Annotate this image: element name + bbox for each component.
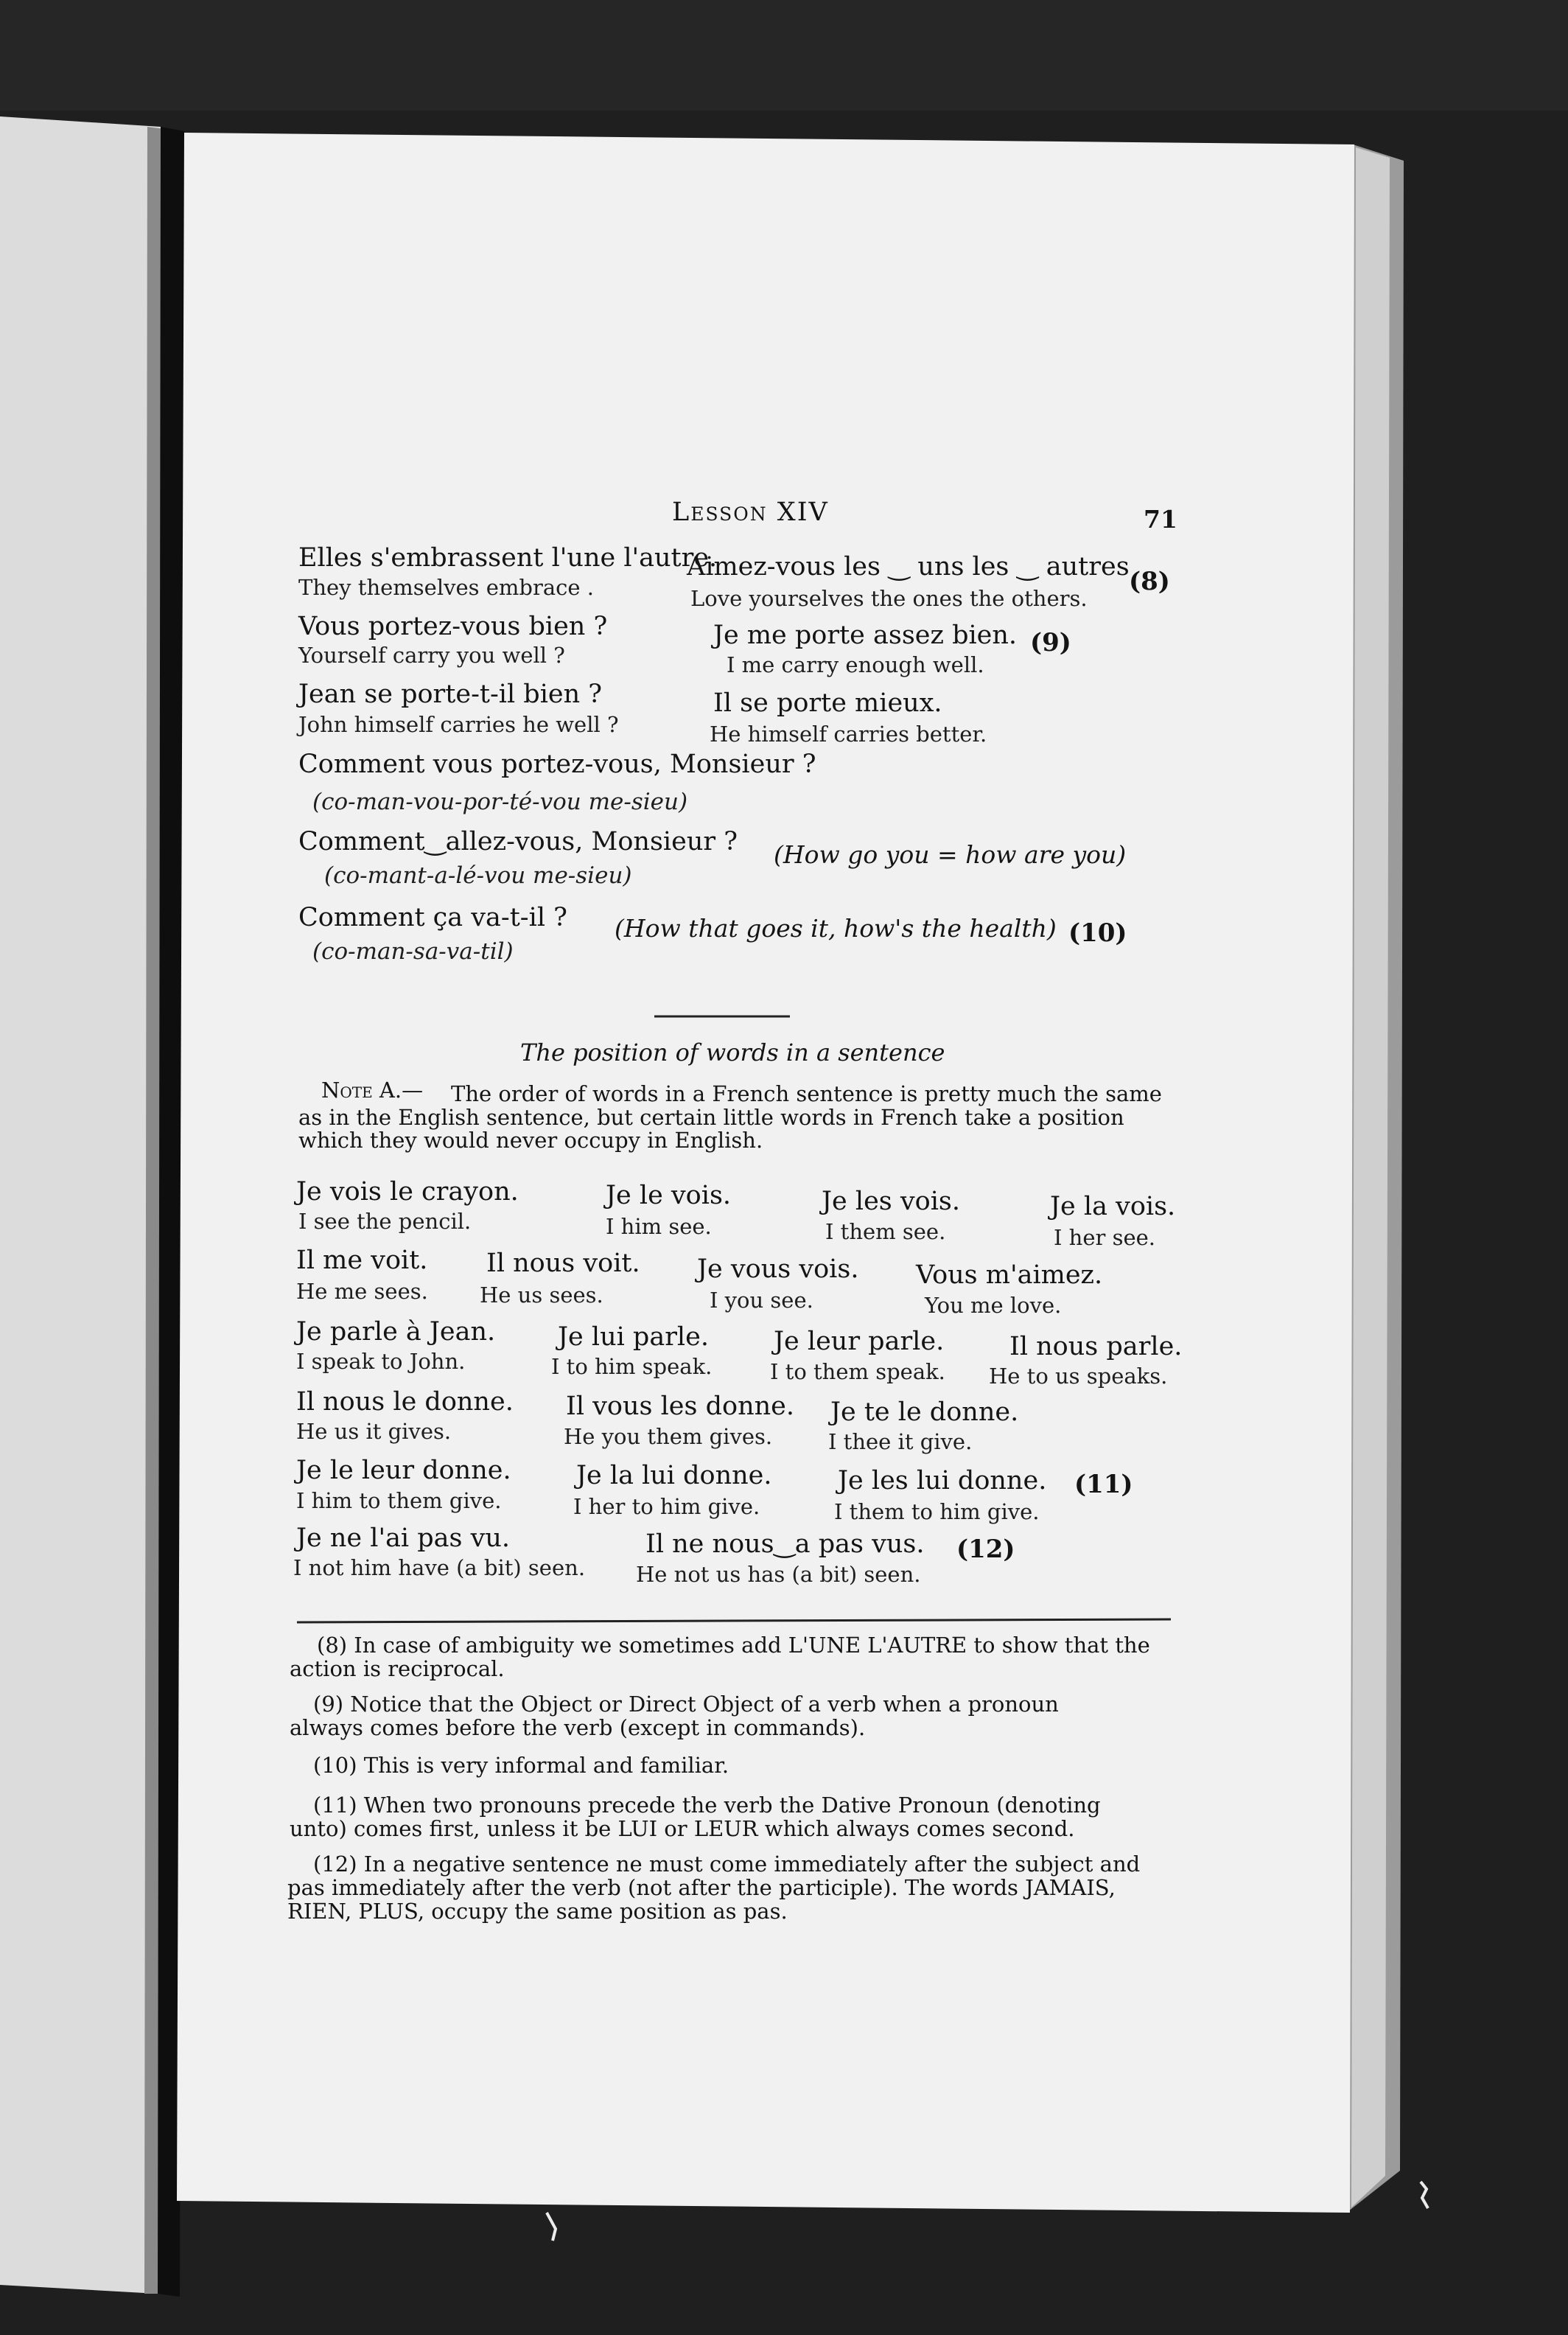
example-fr: Je leur parle.	[774, 1327, 945, 1356]
footnote-line: (12) In a negative sentence ne must come immediately after the subject and	[313, 1851, 1141, 1877]
example-en: I them see.	[825, 1219, 946, 1244]
footnote-line: (10) This is very informal and familiar.	[313, 1753, 729, 1778]
example-en: He you them gives.	[564, 1424, 773, 1449]
example-fr: Je les vois.	[822, 1187, 960, 1216]
example-en: I him to them give.	[296, 1488, 502, 1513]
example-en: He not us has (a bit) seen.	[636, 1562, 921, 1587]
example-fr: Jean se porte-t-il bien ?	[298, 680, 603, 709]
example-fr: Je le vois.	[606, 1181, 732, 1210]
footnote-line: (11) When two pronouns precede the verb the Dative Pronoun (denoting	[313, 1793, 1101, 1818]
example-fr: Je vois le crayon.	[296, 1177, 519, 1207]
example-fr: Je la vois.	[1050, 1192, 1176, 1221]
footnote-line: always comes before the verb (except in commands).	[290, 1715, 866, 1740]
example-pronunciation: (co-man-sa-va-til)	[312, 938, 514, 965]
example-en: They themselves embrace .	[298, 575, 594, 600]
example-en: John himself carries he well ?	[298, 712, 619, 737]
example-fr: Comment ça va-t-il ?	[298, 903, 567, 932]
note-a-line: as in the English sentence, but certain little words in French take a position	[298, 1105, 1124, 1130]
example-fr: Il vous les donne.	[566, 1392, 795, 1421]
example-fr: Aimez-vous les ‿ uns les ‿ autres	[687, 552, 1130, 582]
footnote-line: RIEN, PLUS, occupy the same position as pas.	[287, 1899, 788, 1924]
gloss-how-are-you: (How go you = how are you)	[774, 840, 1127, 869]
note-a-label: Note A.—	[321, 1078, 424, 1103]
example-en: I her to him give.	[573, 1494, 760, 1519]
example-fr: Elles s'embrassent l'une l'autre.	[298, 543, 718, 573]
note-a-line: The order of words in a French sentence is pretty much the same	[451, 1081, 1162, 1106]
marker-10: (10)	[1068, 918, 1127, 948]
example-fr: Il nous parle.	[1009, 1332, 1183, 1361]
example-en: I see the pencil.	[298, 1209, 472, 1234]
example-fr: Il nous voit.	[486, 1249, 640, 1278]
footnote-line: (8) In case of ambiguity we sometimes add L'UNE L'AUTRE to show that the	[317, 1633, 1150, 1658]
example-en: Love yourselves the ones the others.	[690, 586, 1088, 611]
example-en: He to us speaks.	[989, 1364, 1168, 1389]
marker-8: (8)	[1129, 567, 1170, 596]
example-fr: Il nous le donne.	[296, 1387, 514, 1417]
example-fr: Je ne l'ai pas vu.	[296, 1523, 511, 1553]
example-fr: Je te le donne.	[830, 1397, 1019, 1427]
example-fr: Il se porte mieux.	[713, 688, 942, 718]
example-fr: Je lui parle.	[558, 1322, 709, 1352]
example-en: I speak to John.	[296, 1349, 466, 1374]
example-fr: Comment vous portez-vous, Monsieur ?	[298, 750, 816, 779]
example-fr: Je parle à Jean.	[296, 1317, 496, 1347]
example-en: I her see.	[1054, 1225, 1156, 1250]
example-en: Yourself carry you well ?	[298, 643, 565, 668]
example-fr: Je la lui donne.	[576, 1461, 772, 1490]
example-en: You me love.	[925, 1293, 1062, 1318]
example-en: I him see.	[606, 1214, 712, 1239]
example-fr: Comment‿allez-vous, Monsieur ?	[298, 827, 738, 856]
example-fr: Je les lui donne.	[838, 1466, 1047, 1495]
footnote-line: action is reciprocal.	[290, 1656, 505, 1681]
footnote-line: unto) comes first, unless it be LUI or LEUR which always comes second.	[290, 1816, 1075, 1841]
note-a-line: which they would never occupy in English.	[298, 1128, 763, 1153]
example-en: He himself carries better.	[710, 722, 987, 747]
example-en: He us it gives.	[296, 1419, 452, 1444]
gloss-how-health: (How that goes it, how's the health)	[615, 914, 1057, 943]
marker-11: (11)	[1074, 1470, 1133, 1499]
example-en: I not him have (a bit) seen.	[293, 1555, 586, 1580]
example-fr: Il me voit.	[296, 1246, 428, 1275]
footnote-line: pas immediately after the verb (not after the participle). The words JAMAIS,	[287, 1875, 1116, 1900]
example-fr: Vous m'aimez.	[916, 1260, 1103, 1290]
example-en: I me carry enough well.	[727, 652, 984, 677]
marker-12: (12)	[956, 1535, 1015, 1564]
example-en: I you see.	[710, 1288, 813, 1313]
example-fr: Je me porte assez bien.	[713, 621, 1018, 650]
example-fr: Il ne nous‿a pas vus.	[645, 1529, 925, 1559]
example-en: I to them speak.	[770, 1359, 945, 1384]
running-header: Lesson XIV	[672, 498, 829, 527]
example-fr: Je le leur donne.	[296, 1456, 511, 1485]
example-en: He us sees.	[480, 1282, 603, 1308]
example-en: I thee it give.	[828, 1429, 973, 1454]
example-pronunciation: (co-mant-a-lé-vou me-sieu)	[324, 862, 632, 889]
footnote-line: (9) Notice that the Object or Direct Object of a verb when a pronoun	[313, 1692, 1059, 1717]
section-title: The position of words in a sentence	[520, 1039, 945, 1067]
marker-9: (9)	[1030, 628, 1071, 657]
example-fr: Je vous vois.	[697, 1254, 859, 1284]
example-en: I them to him give.	[834, 1499, 1040, 1524]
example-en: He me sees.	[296, 1279, 428, 1304]
example-en: I to him speak.	[551, 1354, 713, 1379]
example-fr: Vous portez-vous bien ?	[298, 612, 608, 641]
example-pronunciation: (co-man-vou-por-té-vou me-sieu)	[312, 789, 688, 815]
page-number: 71	[1144, 505, 1177, 534]
